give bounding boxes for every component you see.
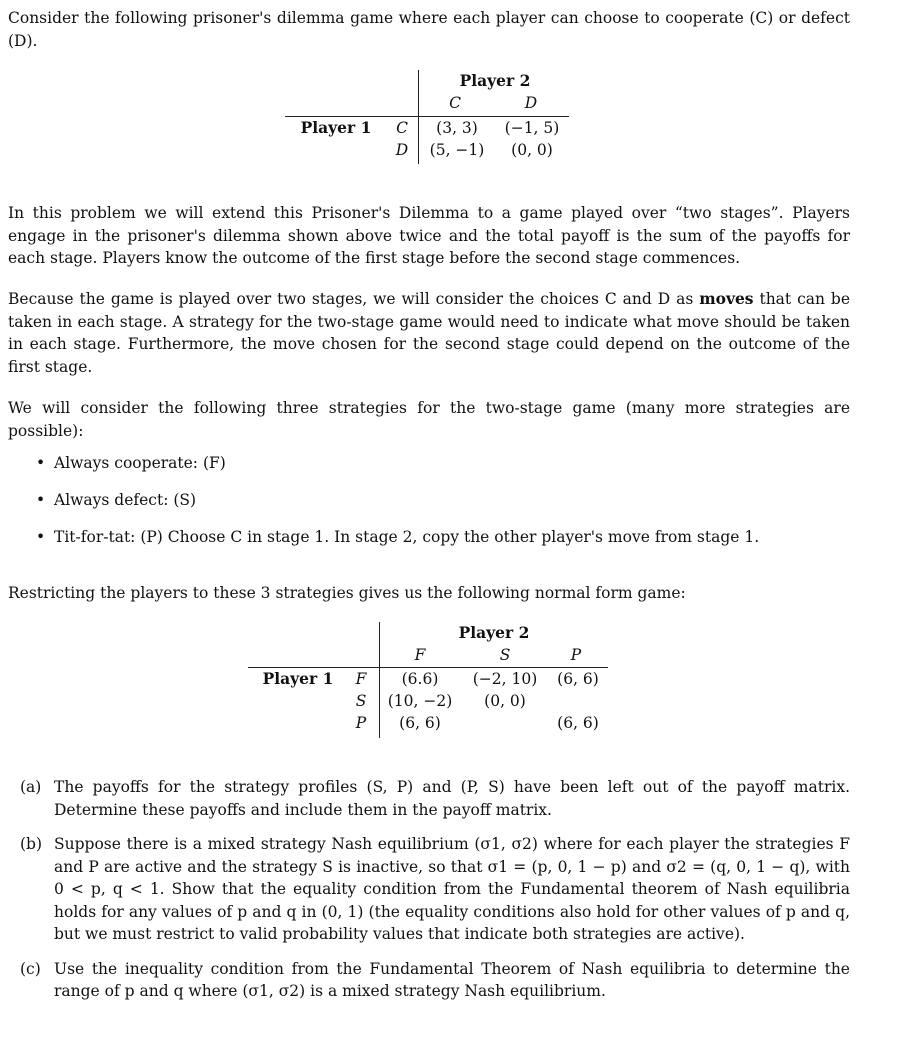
payoff-cell: (5, −1): [429, 141, 485, 159]
payoff-cell: (3, 3): [436, 119, 478, 137]
list-item: [36, 452, 856, 489]
col-move-label: D: [524, 94, 538, 112]
bullet-icon: •: [36, 491, 46, 509]
payoff-cell: (−1, 5): [504, 119, 560, 137]
row-move-label: S: [355, 692, 367, 710]
row-move-label: P: [355, 714, 367, 732]
strategies-paragraph: We will consider the following three strategies for the two-stage game (many more strategies are possible):: [8, 399, 850, 440]
col-move-label: S: [499, 646, 511, 664]
list-item: [36, 489, 856, 526]
row-move-label: D: [395, 141, 409, 159]
list-item-text: Always cooperate: (F): [54, 454, 226, 472]
list-item-text: Tit-for-tat: (P) Choose C in stage 1. In stage 2, copy the other player's move from stage 1.: [54, 528, 760, 546]
player2-label: Player 2: [459, 71, 531, 90]
col-move-label: P: [570, 646, 582, 664]
bullet-icon: •: [36, 454, 46, 472]
col-move-label: C: [449, 94, 461, 112]
player1-label: Player 1: [300, 118, 372, 137]
player1-label: Player 1: [262, 669, 334, 688]
payoff-cell: (6, 6): [557, 714, 599, 732]
normal-form-paragraph: Restricting the players to these 3 strategies gives us the following normal form game:: [8, 584, 686, 602]
intro-paragraph: Consider the following prisoner's dilemma game where each player can choose to cooperate (C) or defect (D).: [8, 9, 850, 50]
question-part: [20, 776, 850, 821]
col-move-label: F: [414, 646, 426, 664]
two-stage-paragraph: In this problem we will extend this Prisoner's Dilemma to a game played over “two stages”. Players engage in the prisoner's dilemma shown above twice and the total payoff is the sum of the payoffs for each stage. Players know the outcome of the first stage before the second stage commences.: [8, 204, 850, 267]
payoff-cell: (−2, 10): [472, 670, 538, 688]
payoff-matrix-3x3: [248, 620, 613, 740]
row-move-label: C: [396, 119, 408, 137]
payoff-cell: (6, 6): [399, 714, 441, 732]
moves-term: moves: [699, 289, 754, 308]
moves-paragraph-text: that can be taken in each stage. A strategy for the two-stage game would need to indicate what move should be taken in each stage. Furthermore, the move chosen for the second stage could depend on the outcome of the first stage.: [8, 290, 850, 376]
question-part-text: Suppose there is a mixed strategy Nash equilibrium (σ1, σ2) where for each player the strategies F and P are active and the strategy S is inactive, so that σ1 = (p, 0, 1 − p) and σ2 = (q, 0, 1 − q), with 0 < p, q < 1. Show that the equality condition from the Fundamental theorem of Nash equilibria holds for any values of p and q in (0, 1) (the equality conditions also hold for other values of p and q, but we must restrict to valid probability values that indicate both strategies are active).: [54, 835, 850, 943]
question-part-label: (a): [20, 778, 42, 796]
question-part-label: (b): [20, 835, 43, 853]
payoff-cell: (0, 0): [484, 692, 526, 710]
bullet-icon: •: [36, 528, 46, 546]
strategy-list: [36, 452, 856, 563]
row-move-label: F: [355, 670, 367, 688]
payoff-cell: (6.6): [401, 670, 439, 688]
list-item-text: Always defect: (S): [54, 491, 197, 509]
player2-label: Player 2: [458, 623, 530, 642]
moves-paragraph-text: Because the game is played over two stages, we will consider the choices C and D as: [8, 290, 700, 308]
moves-paragraph: [8, 288, 850, 378]
question-part-text: The payoffs for the strategy profiles (S, P) and (P, S) have been left out of the payoff matrix. Determine these payoffs and include them in the payoff matrix.: [54, 778, 850, 819]
payoff-cell: (10, −2): [387, 692, 453, 710]
payoff-matrix-2x2: [285, 68, 575, 166]
list-item: [36, 526, 856, 563]
question-parts: [20, 776, 850, 1015]
payoff-cell: (0, 0): [511, 141, 553, 159]
matrix-divider-vertical: [379, 622, 380, 738]
question-part-label: (c): [20, 959, 41, 978]
question-part: [20, 958, 850, 1003]
question-part-text: Use the inequality condition from the Fundamental Theorem of Nash equilibria to determine the range of p and q where (σ1, σ2) is a mixed strategy Nash equilibrium.: [54, 959, 850, 1000]
question-part: [20, 833, 850, 946]
payoff-cell: (6, 6): [557, 670, 599, 688]
matrix-divider-vertical: [418, 70, 419, 164]
